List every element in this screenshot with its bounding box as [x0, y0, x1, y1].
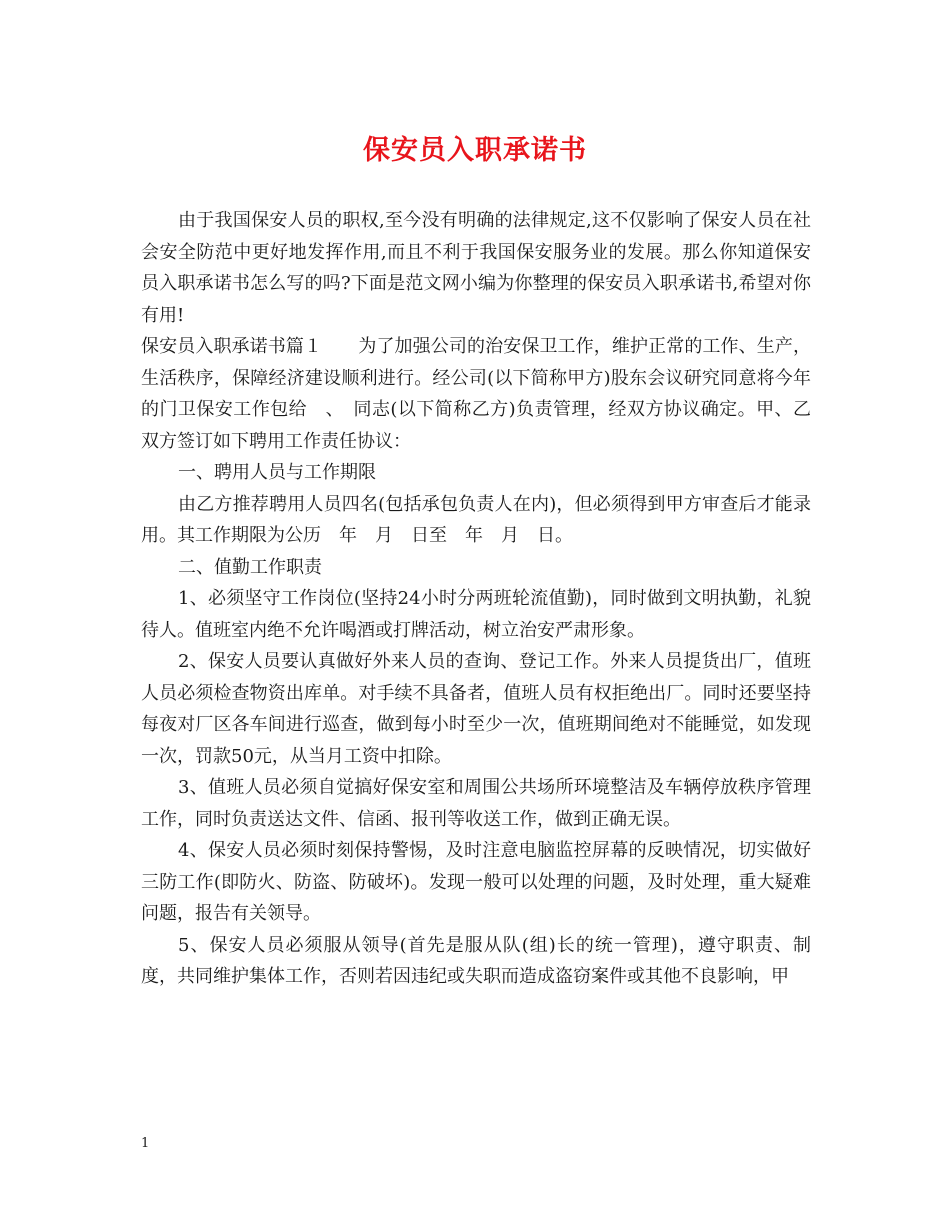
paragraph-duty-5: 5、保安人员必须服从领导(首先是服从队(组)长的统一管理)，遵守职责、制度，共同维护集体工作，否则若因违纪或失职而造成盗窃案件或其他不良影响，甲: [141, 934, 811, 987]
paragraph-chapter-1-opening: 保安员入职承诺书篇１ 为了加强公司的治安保卫工作，维护正常的工作、生产，生活秩序，保障经济建设顺利进行。经公司(以下简称甲方)股东会议研究同意将今年的门卫保安工作包给 、 同志(以下简称乙方)负责管理，经双方协议确定。甲、乙双方签订如下聘用工作责任协议：: [141, 336, 811, 452]
document-title: 保安员入职承诺书: [363, 135, 587, 166]
paragraph-personnel-term: 由乙方推荐聘用人员四名(包括承包负责人在内)，但必须得到甲方审查后才能录用。其工作期限为公历 年 月 日至 年 月 日。: [141, 493, 811, 546]
paragraph-duty-3: 3、值班人员必须自觉搞好保安室和周围公共场所环境整洁及车辆停放秩序管理工作，同时负责送达文件、信函、报刊等收送工作，做到正确无误。: [141, 777, 811, 830]
paragraph-duty-1: 1、必须坚守工作岗位(坚持24小时分两班轮流值勤)，同时做到文明执勤，礼貌待人。值班室内绝不允许喝酒或打牌活动，树立治安严肃形象。: [141, 588, 811, 641]
section-heading-personnel-term: 一、聘用人员与工作期限: [178, 462, 376, 483]
section-heading-duties: 二、值勤工作职责: [178, 556, 322, 578]
paragraph-duty-4: 4、保安人员必须时刻保持警惕，及时注意电脑监控屏幕的反映情况，切实做好三防工作(即防火、防盗、防破坏)。发现一般可以处理的问题，及时处理，重大疑难问题，报告有关领导。: [141, 840, 811, 924]
page-number: 1: [141, 1136, 150, 1151]
paragraph-intro: 由于我国保安人员的职权,至今没有明确的法律规定,这不仅影响了保安人员在社会安全防范中更好地发挥作用,而且不利于我国保安服务业的发展。那么你知道保安员入职承诺书怎么写的吗?下面是范文网小编为你整理的保安员入职承诺书,希望对你有用!: [141, 210, 811, 326]
document-body: [141, 205, 811, 993]
paragraph-duty-2: 2、保安人员要认真做好外来人员的查询、登记工作。外来人员提货出厂，值班人员必须检查物资出库单。对手续不具备者，值班人员有权拒绝出厂。同时还要坚持每夜对厂区各车间进行巡查，做到每小时至少一次，值班期间绝对不能睡觉，如发现一次，罚款50元，从当月工资中扣除。: [141, 651, 811, 767]
